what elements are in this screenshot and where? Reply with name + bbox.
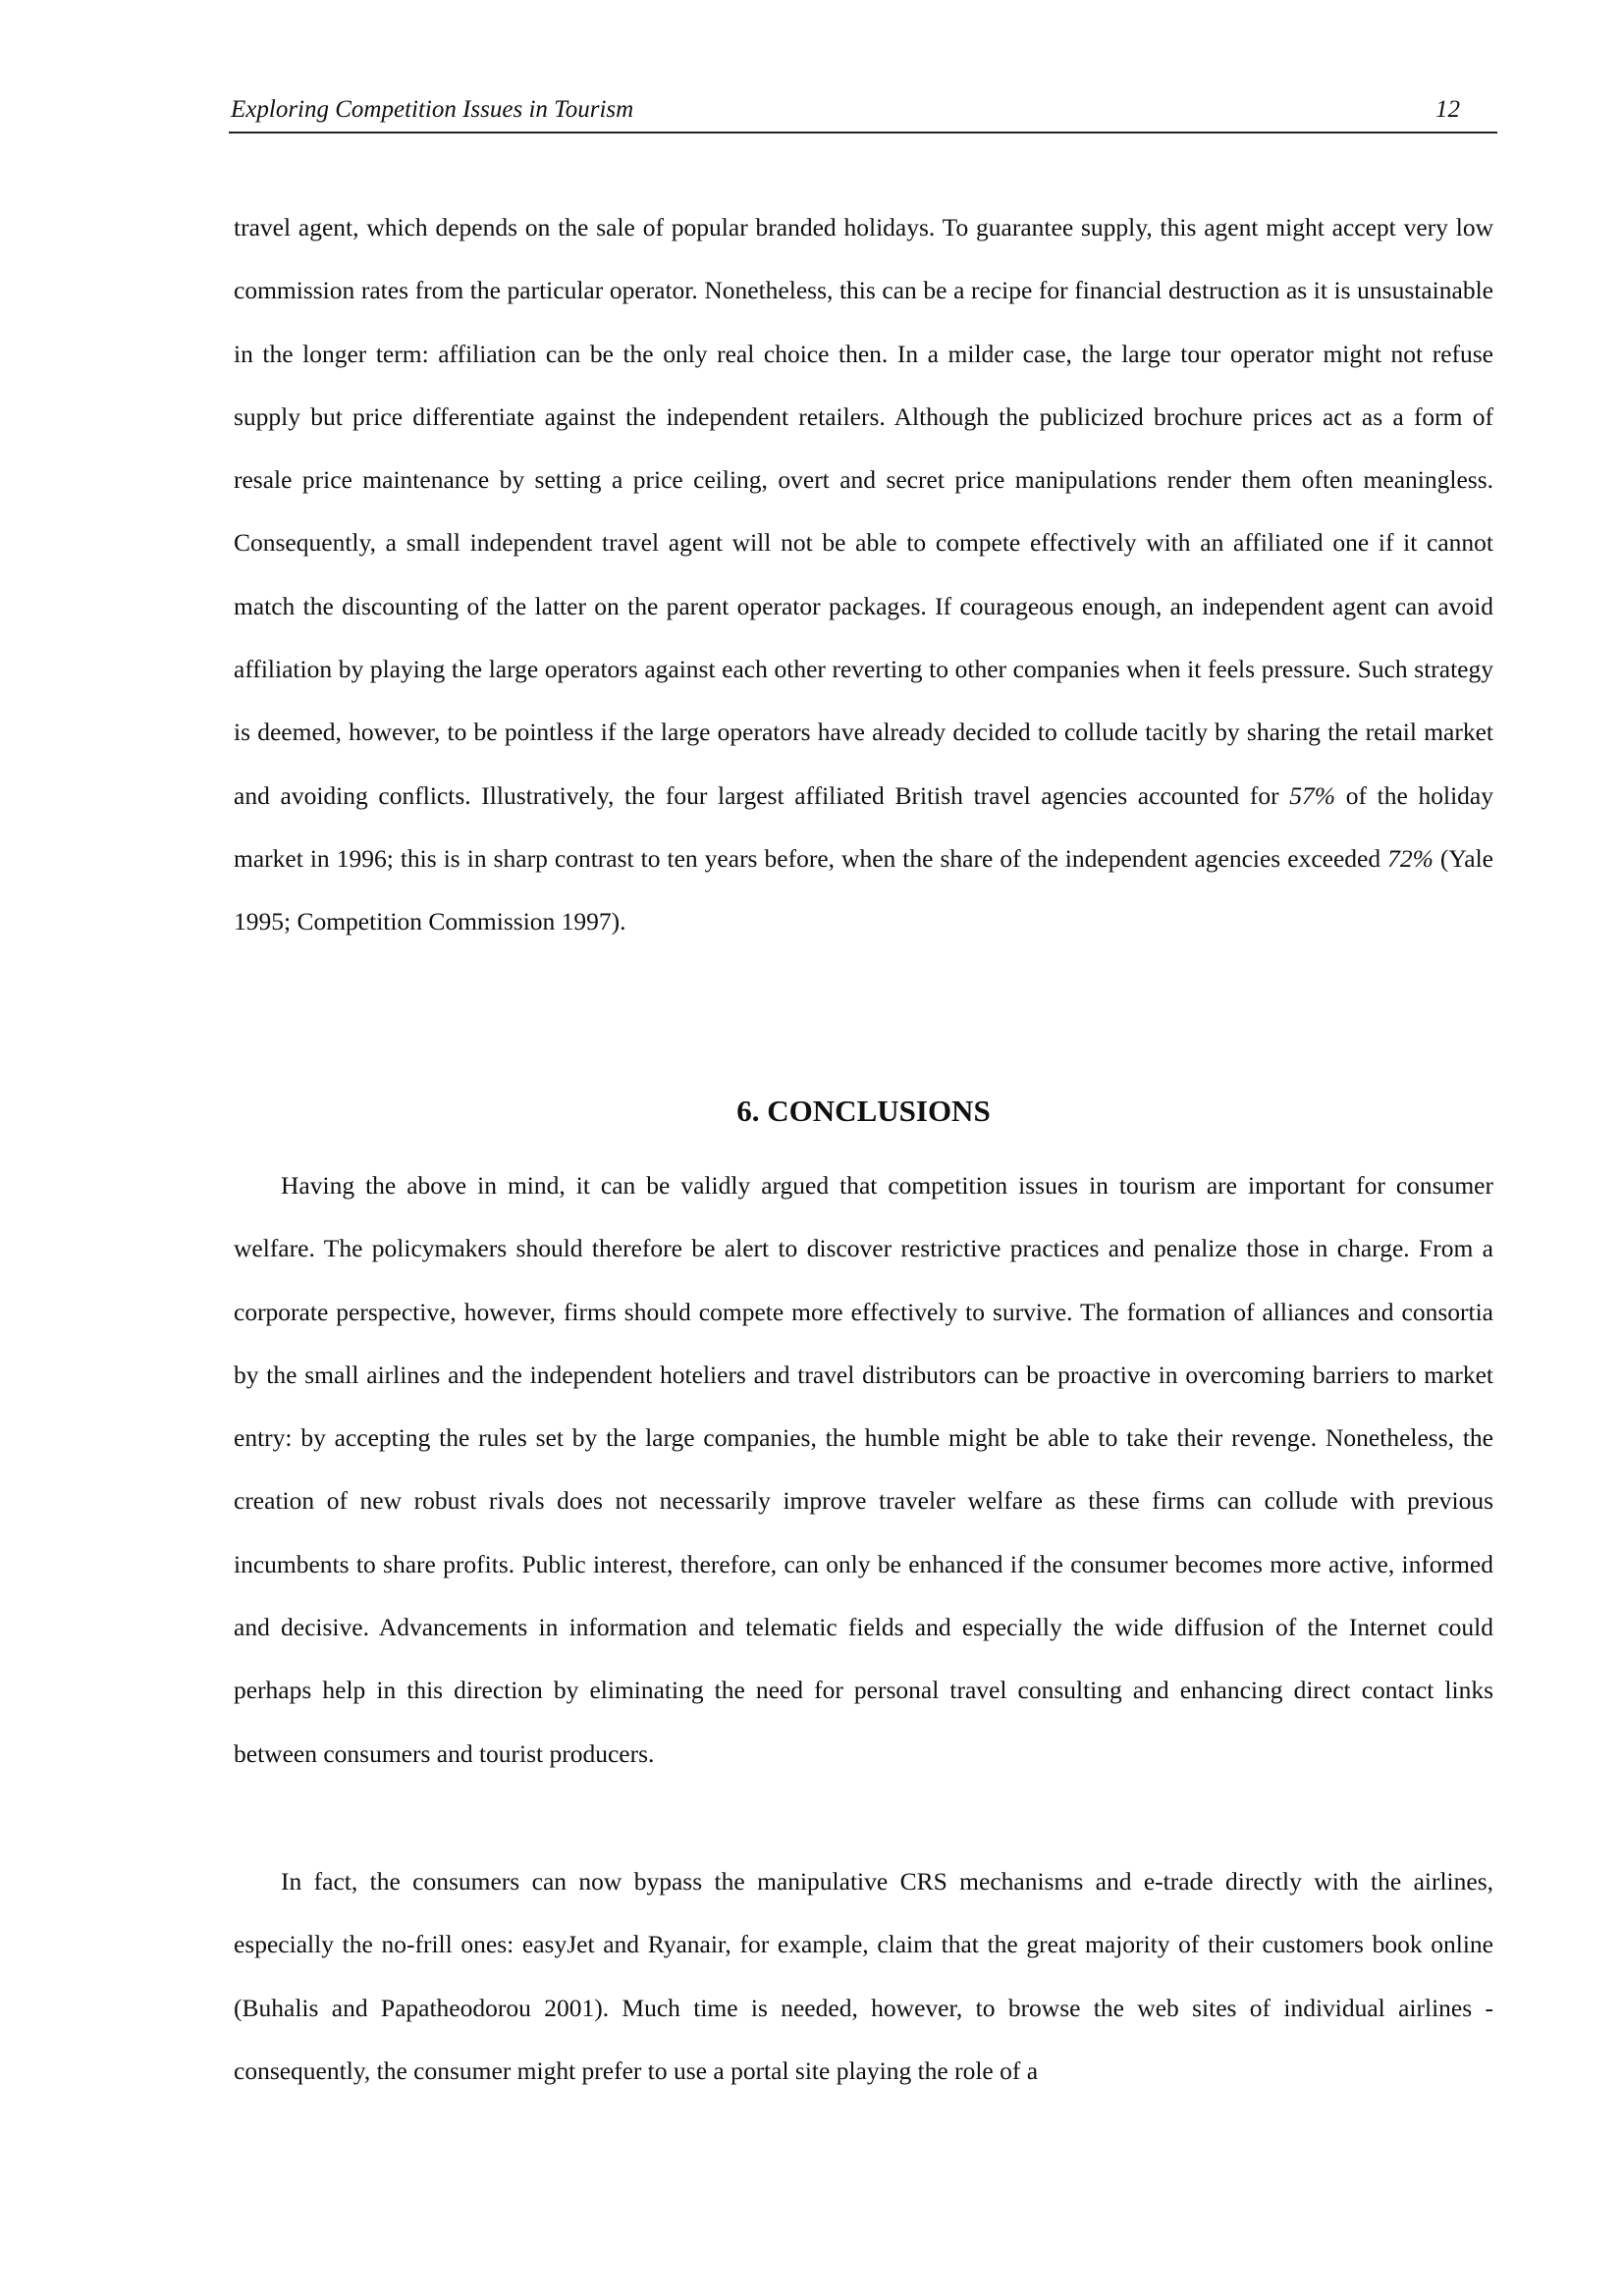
page-number: 12 <box>1435 96 1460 123</box>
body-paragraph-1 <box>234 196 1493 954</box>
running-header-title: Exploring Competition Issues in Tourism <box>231 96 634 123</box>
paragraph-1-text-a: travel agent, which depends on the sale of popular branded holidays. To guarantee supply, this agent might accept very low commission rates from the particular operator. Nonetheless, this can be a recipe for financial destruction as it is unsustainable in the longer term: affiliation can be the only real choice then. In a milder case, the large tour operator might not refuse supply but price differentiate against the independent retailers. Although the publicized brochure prices act as a form of resale price maintenance by setting a price ceiling, overt and secret price manipulations render them often meaningless. Consequently, a small independent travel agent will not be able to compete effectively with an affiliated one if it cannot match the discounting of the latter on the parent operator packages. If courageous enough, an independent agent can avoid affiliation by playing the large operators against each other reverting to other companies when it feels pressure. Such strategy is deemed, however, to be pointless if the large operators have already decided to collude tacitly by sharing the retail market and avoiding conflicts. Illustratively, the four largest affiliated British travel agencies accounted for <box>234 213 1493 810</box>
share-value-72: 72% <box>1387 843 1434 873</box>
share-value-57: 57% <box>1289 780 1336 810</box>
body-paragraph-2: Having the above in mind, it can be validly argued that competition issues in tourism are important for consumer welfare. The policymakers should therefore be alert to discover restrictive practices and penalize those in charge. From a corporate perspective, however, firms should compete more effectively to survive. The formation of alliances and consortia by the small airlines and the independent hoteliers and travel distributors can be proactive in overcoming barriers to market entry: by accepting the rules set by the large companies, the humble might be able to take their revenge. Nonetheless, the creation of new robust rivals does not necessarily improve traveler welfare as these firms can collude with previous incumbents to share profits. Public interest, therefore, can only be enhanced if the consumer becomes more active, informed and decisive. Advancements in information and telematic fields and especially the wide diffusion of the Internet could perhaps help in this direction by eliminating the need for personal travel consulting and enhancing direct contact links between consumers and tourist producers. <box>234 1171 1493 1768</box>
body-paragraph-3: In fact, the consumers can now bypass the manipulative CRS mechanisms and e-trade directly with the airlines, especially the no-frill ones: easyJet and Ryanair, for example, claim that the great majority of their customers book online (Buhalis and Papatheodorou 2001). Much time is needed, however, to browse the web sites of individual airlines - consequently, the consumer might prefer to use a portal site playing the role of a <box>234 1867 1493 2085</box>
paragraph-1-text-b: of the holiday market in 1996; this is in sharp contrast to ten years before, when the share of the independent agencies exceeded <box>234 780 1493 873</box>
paragraph-1-text-c: (Yale 1995; Competition Commission 1997). <box>234 843 1493 936</box>
running-header <box>229 96 1497 133</box>
section-heading-conclusions: 6. CONCLUSIONS <box>736 1094 991 1128</box>
